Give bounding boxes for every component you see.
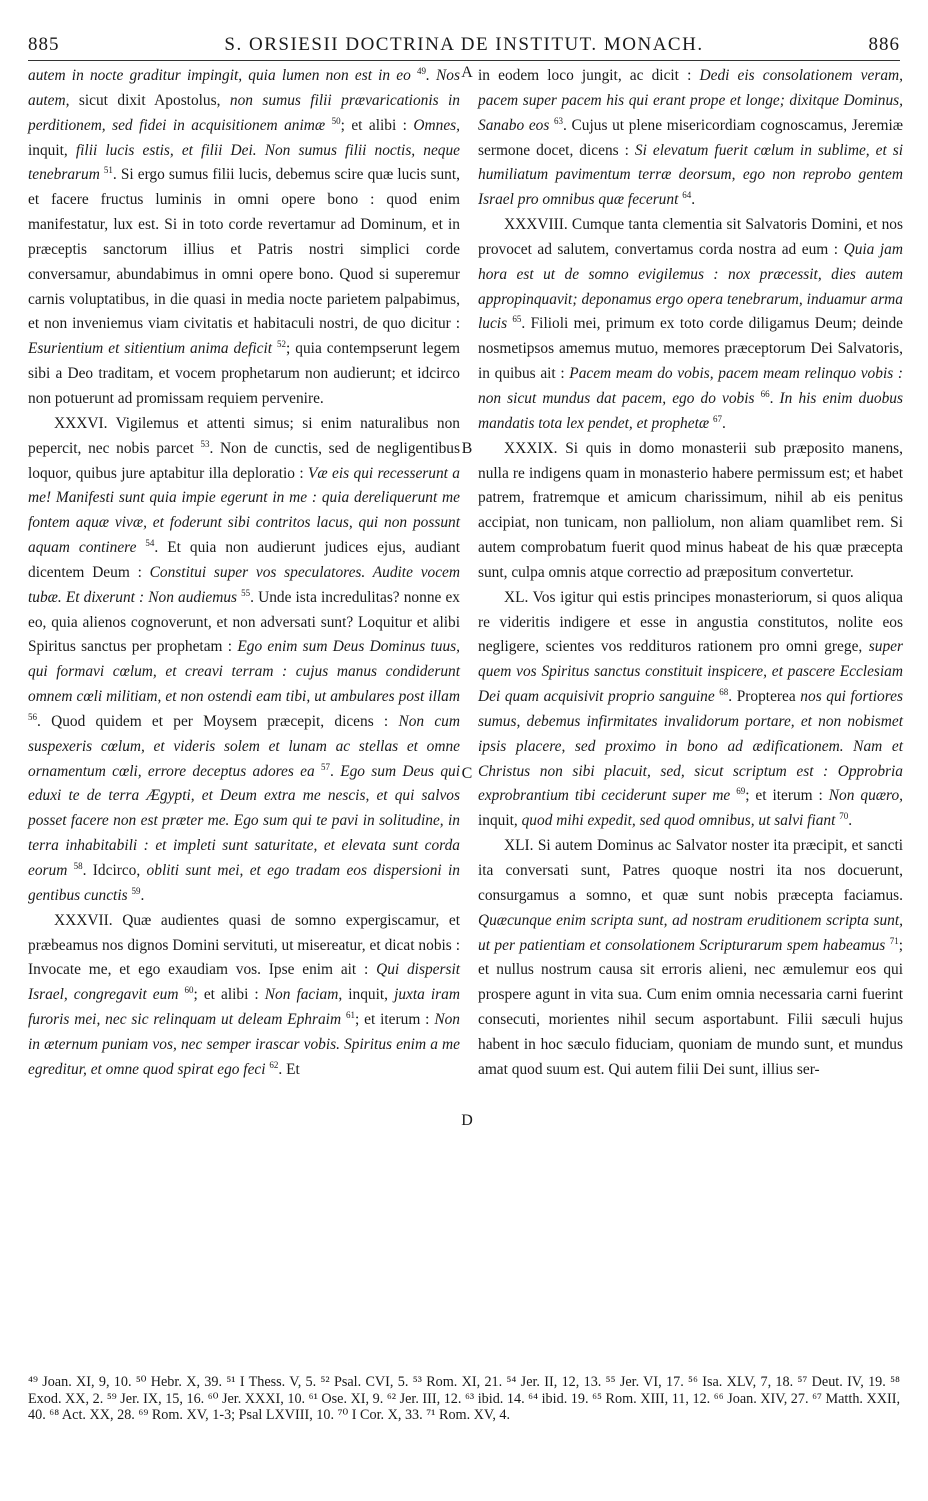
footnote-ref: 62: [269, 1059, 279, 1070]
italic-text: Væ eis qui recesserunt a me! Manifesti sunt quia impie egerunt in me : quia dereliquerunt me fontem aquæ vivæ, et foderunt sibi contritos lacus, qui non possunt aquam continere: [28, 464, 460, 557]
footnote-ref: 59: [131, 885, 141, 896]
paragraph: [28, 64, 460, 412]
footnote-ref: 51: [103, 165, 113, 176]
text-run: ; et alibi :: [340, 116, 414, 134]
footnotes: ⁴⁹ Joan. XI, 9, 10. ⁵⁰ Hebr. X, 39. ⁵¹ I Thess. V, 5. ⁵² Psal. CVI, 5. ⁵³ Rom. XI, 21. ⁵⁴ Jer. II, 12, 13. ⁵⁵ Jer. VI, 17. ⁵⁶ Isa. XLV, 7, 18. ⁵⁷ Deut. IV, 19. ⁵⁸ Exod. XX, 2. ⁵⁹ Jer. IX, 15, 16. ⁶⁰ Jer. XXXI, 10. ⁶¹ Ose. XI, 9. ⁶² Jer. III, 12. ⁶³ ibid. 14. ⁶⁴ ibid. 19. ⁶⁵ Rom. XIII, 11, 12. ⁶⁶ Joan. XIV, 27. ⁶⁷ Matth. XXII, 40. ⁶⁸ Act. XX, 28. ⁶⁹ Rom. XV, 1-3; Psal LXVIII, 10. ⁷⁰ I Cor. X, 33. ⁷¹ Rom. XV, 4.: [28, 1374, 900, 1424]
footnote-ref: 60: [184, 985, 194, 996]
italic-text: In his enim duobus mandatis tota lex pendet, et prophetæ: [478, 389, 903, 432]
italic-text: quod mihi expedit, sed quod omnibus, ut salvi fiant: [521, 812, 840, 830]
italic-text: filii lucis estis, et filii Dei. Non sumus filii noctis, neque tenebrarum: [28, 141, 461, 184]
section-marker-c: C: [461, 765, 473, 782]
section-marker-a: A: [461, 64, 473, 81]
text-run: XXXVII. Quæ audientes quasi de somno expergiscamur, et præbeamus nos dignos Domini servituti, ut misereatur, et dicat nobis : Invocate me, et ego exaudiam vos. Ipse enim ait :: [28, 911, 460, 979]
footnote-ref: 57: [321, 761, 331, 772]
italic-text: Constitui super vos speculatores. Audite vocem tubæ. Et dixerunt : Non audiemus: [28, 563, 461, 606]
footnote-ref: 71: [889, 935, 899, 946]
footnote-ref: 68: [719, 686, 729, 697]
footnote-ref: 67: [712, 413, 722, 424]
italic-text: Ego enim sum Deus Dominus tuus, qui formavi cœlum, et creavi terram : cujus manus condiderunt omnem cœli militiam, et non ostendi eam tibi, ut ambulares post illam: [28, 638, 460, 706]
footnote-ref: 49: [417, 65, 427, 76]
footnote-ref: 63: [554, 115, 564, 126]
italic-text: Esurientium et sitientium anima deficit: [28, 340, 278, 358]
text-run: inquit,: [478, 812, 522, 830]
running-title: S. ORSIESII DOCTRINA DE INSTITUT. MONACH.: [224, 34, 704, 55]
italic-text: Omnes,: [413, 116, 460, 134]
text-run: XXXVI. Vigilemus et attenti simus; si enim naturalibus non pepercit, nec nobis parcet: [28, 414, 460, 457]
text-run: .: [140, 886, 145, 904]
text-run: XL. Vos igitur qui estis principes monasteriorum, si quos aliqua re videritis indigere et esse in angustia constitutos, nolite eos negligere, scientes vos reddituros rationem pro omni grege,: [478, 588, 903, 656]
text-run: .: [330, 762, 341, 780]
footnote-ref: 56: [28, 711, 37, 722]
footnote-ref: 54: [145, 537, 155, 548]
italic-text: nos qui fortiores sumus, debemus infirmitates invalidorum portare, et non nobismet ipsis placere, sed proximo in bono ad ædificationem. Nam et Christus non sibi placuit, sed, sicut scriptum est : Opprobria exprobrantium tibi ceciderunt super me: [478, 688, 903, 805]
left-column: [28, 64, 460, 1083]
footnote-ref: 53: [200, 438, 210, 449]
italic-text: non sumus filii prævaricationis in perditionem, sed fidei in acquisitionem animæ: [28, 91, 460, 134]
paragraph: [478, 586, 903, 834]
italic-text: juxta iram furoris mei, nec sic relinquam ut deleam Ephraim: [28, 986, 460, 1029]
italic-text: . Nos autem,: [28, 67, 460, 109]
text-run: ; et iterum :: [354, 1011, 435, 1029]
text-run: in eodem loco jungit, ac dicit :: [478, 67, 700, 84]
text-run: ; quia contempserunt legem sibi a Deo traditam, et vocem prophetarum non audierunt; et idcirco non potuerunt ad promissam requiem pervenire.: [28, 340, 461, 407]
paragraph: [28, 412, 460, 909]
page-number-right: 886: [868, 34, 900, 55]
paragraph: [478, 64, 903, 213]
footnote-ref: 64: [682, 190, 692, 201]
footnote-ref: 70: [839, 811, 849, 822]
section-marker-d: D: [461, 1112, 473, 1129]
italic-text: Non quæro,: [828, 787, 903, 805]
italic-text: Si elevatum fuerit cœlum in sublime, et si humiliatum pavimentum terræ deorsum, ego non reprobo gentem Israel pro omnibus quæ fecerunt: [478, 141, 903, 209]
text-run: XXXIX. Si quis in domo monasterii sub præposito manens, nulla re indigens quam in monasterio habere permissum est; et habet patrem, fratremque et amicum charissimum, nihil ab eis penitus accipiat, non tunicam, non palliolum, non aliam quamlibet rem. Si autem comprobatum fuerit quod minus habeat de his quæ præcepta sunt, culpa omnis atque correctio ad præpositum convertetur.: [478, 439, 903, 581]
footnote-ref: 55: [241, 587, 251, 598]
text-run: sicut dixit Apostolus,: [69, 91, 230, 109]
italic-text: Non in æternum puniam vos, nec semper irascar vobis. Spiritus enim a me egreditur, et omne quod spirat ego feci: [28, 1011, 460, 1078]
footnote-ref: 69: [736, 786, 746, 797]
text-run: . Cujus ut plene misericordiam cognoscamus, Jeremiæ sermone docet, dicens :: [478, 116, 903, 159]
paragraph: [28, 909, 460, 1083]
italic-text: Quæcunque enim scripta sunt, ad nostram eruditionem scripta sunt, ut per patientiam et consolationem Scripturarum spem habeamus: [478, 911, 903, 954]
text-run: . Propterea: [728, 688, 801, 706]
page-number-left: 885: [28, 34, 60, 55]
text-run: . Quod quidem et per Moysem præcepit, dicens :: [37, 712, 399, 730]
italic-text: super quem vos Spiritus sanctus constituit inspicere, et pascere Ecclesiam Dei quam acquisivit proprio sanguine: [478, 638, 903, 706]
text-run: .: [691, 191, 696, 209]
footnote-ref: 61: [345, 1009, 355, 1020]
text-run: ; et nullus nostrum causa sit erroris alieni, nec æmulemur eos qui prospere agunt in vita sua. Cum enim omnia necessaria carni fuerint consecuti, morientes nihil secum asportabunt. Filii sæculi hujus habent in hoc sæculo fiduciam, quoniam de mundo sunt, et mundus amat quod suum est. Qui autem filii Dei sunt, illius ser-: [478, 936, 903, 1078]
italic-text: Non faciam,: [264, 986, 343, 1004]
paragraph: [478, 437, 903, 586]
text-run: . Et: [278, 1060, 300, 1078]
italic-text: Ego sum Deus qui eduxi te de terra Ægypti, et Deum extra me nescis, et qui salvos posset facere non est præter me. Ego sum qui te pavi in solitudine, in terra inhabitabili : et impleti sunt saturitate, et elevata sunt corda eorum: [28, 762, 460, 879]
text-run: . Et quia non audierunt judices ejus, audiant dicentem Deum :: [28, 539, 461, 581]
italic-text: Dedi eis consolationem veram, pacem super pacem his qui erant prope et longe; dixitque Dominus, Sanabo eos: [478, 67, 903, 134]
footnote-ref: 58: [73, 860, 83, 871]
page-header: [28, 34, 900, 60]
italic-text: autem in nocte graditur impingit, quia lumen non est in eo: [28, 67, 418, 84]
section-marker-b: B: [461, 440, 473, 457]
text-run: inquit,: [342, 986, 395, 1004]
text-run: . Idcirco,: [82, 862, 147, 879]
footnote-ref: 65: [512, 314, 522, 325]
text-run: . Si ergo sumus filii lucis, debemus scire quæ lucis sunt, et facere fructus luminis in omni opere bono : quod enim manifestatur, lux est. Si in toto corde revertamur ad Dominum, et in præceptis sanctorum illius et Patris nostri simplici corde conversamur, abundabimus in omni opere bono. Quod si superemur carnis voluptatibus, in die quasi in media nocte parietem palpabimus, et non inveniemus viam civitatis et habitaculi nostri, de quo dicitur :: [28, 166, 460, 333]
italic-text: obliti sunt mei, et ego tradam eos dispersioni in gentibus cunctis: [28, 862, 460, 904]
italic-text: Qui dispersit Israel, congregavit eum: [28, 961, 460, 1004]
text-run: . Unde ista incredulitas? nonne ex eo, quia alienos cognoverunt, et non adversati sunt? Loquitur et alibi Spiritus sanctus per prophetam :: [28, 588, 460, 656]
paragraph: [478, 213, 903, 437]
text-run: .: [769, 389, 780, 407]
text-run: .: [721, 414, 726, 432]
header-rule: [28, 60, 900, 61]
text-run: ; et iterum :: [745, 787, 829, 805]
italic-text: Quia jam hora est ut de somno evigilemus : nox præcessit, dies autem appropinquavit; deponamus ergo opera tenebrarum, induamur arma lucis: [478, 240, 903, 333]
text-run: inquit,: [28, 141, 76, 159]
text-run: ; et alibi :: [193, 986, 265, 1004]
text-run: . Non de cunctis, sed de negligentibus loquor, quibus jure aptabitur illa deploratio :: [28, 439, 460, 482]
text-run: XXXVIII. Cumque tanta clementia sit Salvatoris Domini, et nos provocet ad salutem, convertamus corda nostra ad eum :: [478, 216, 903, 258]
text-run: .: [848, 812, 853, 830]
right-column: [478, 64, 903, 1083]
text-run: . Filioli mei, primum ex toto corde diligamus Deum; deinde nosmetipsos amemus mutuo, memores præceptorum Dei Salvatoris, in quibus ait :: [478, 315, 903, 383]
italic-text: Pacem meam do vobis, pacem meam relinquo vobis : non sicut mundus dat pacem, ego do vobis: [478, 365, 903, 407]
italic-text: Non cum suspexeris cœlum, et videris solem et lunam ac stellas et omne ornamentum cœli, errore deceptus adores ea: [28, 712, 460, 780]
paragraph: [478, 834, 903, 1082]
text-run: XLI. Si autem Dominus ac Salvator noster ita præcipit, et sancti ita conversati sunt, Patres quoque nostri ita nos docuerunt, consurgamus a somno, et quæ sunt nobis præcepta faciamus.: [478, 837, 903, 904]
footnote-ref: 52: [277, 339, 287, 350]
footnote-ref: 66: [760, 388, 770, 399]
footnote-ref: 50: [331, 115, 341, 126]
